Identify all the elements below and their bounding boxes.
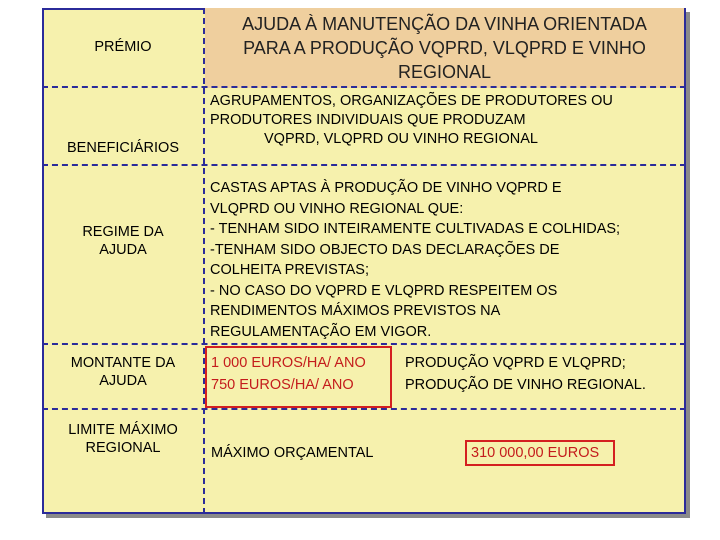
label-line: REGIONAL: [85, 440, 161, 456]
limite-text: MÁXIMO ORÇAMENTAL: [211, 445, 374, 461]
text-line: COLHEITA PREVISTAS;: [210, 262, 370, 278]
label-line: REGIME DA: [82, 224, 164, 240]
regime-label: [48, 223, 198, 259]
text-line: REGULAMENTAÇÃO EM VIGOR.: [210, 323, 432, 340]
title-line: AJUDA À MANUTENÇÃO DA VINHA ORIENTADA: [242, 14, 647, 34]
value-line: 750 EUROS/HA/ ANO: [211, 377, 354, 393]
text-line: PRODUTORES INDIVIDUAIS QUE PRODUZAM: [210, 112, 526, 128]
montante-values: [211, 352, 391, 396]
regime-text: [210, 178, 682, 342]
limite-value: 310 000,00 EUROS: [471, 445, 600, 461]
label-line: LIMITE MÁXIMO: [68, 422, 178, 438]
page-title: [205, 12, 684, 84]
text-line: - TENHAM SIDO INTEIRAMENTE CULTIVADAS E COLHIDAS;: [210, 221, 621, 237]
title-line: REGIONAL: [397, 62, 492, 82]
label-line: AJUDA: [99, 373, 147, 389]
limite-label: [48, 421, 198, 457]
text-line: -TENHAM SIDO OBJECTO DAS DECLARAÇÕES DE: [210, 241, 560, 258]
value-line: 1 000 EUROS/HA/ ANO: [211, 355, 366, 371]
montante-description: [405, 352, 685, 396]
text-line: AGRUPAMENTOS, ORGANIZAÇÕES DE PRODUTORES OU: [210, 93, 613, 109]
label-line: MONTANTE DA: [70, 355, 176, 371]
montante-label: [48, 354, 198, 390]
row-divider: [42, 164, 686, 166]
text-line: RENDIMENTOS MÁXIMOS PREVISTOS NA: [210, 303, 501, 319]
row-divider: [42, 408, 686, 410]
beneficiarios-label: BENEFICIÁRIOS: [67, 140, 179, 156]
row-divider: [42, 343, 686, 345]
desc-line: PRODUÇÃO VQPRD E VLQPRD;: [405, 355, 626, 371]
text-line: VLQPRD OU VINHO REGIONAL QUE:: [210, 200, 464, 217]
desc-line: PRODUÇÃO DE VINHO REGIONAL.: [405, 377, 646, 393]
text-line: CASTAS APTAS À PRODUÇÃO DE VINHO VQPRD E: [210, 180, 562, 196]
title-line: PARA A PRODUÇÃO VQPRD, VLQPRD E VINHO: [243, 38, 646, 58]
premio-label: PRÉMIO: [94, 39, 152, 55]
text-line: VQPRD, VLQPRD OU VINHO REGIONAL: [264, 131, 538, 147]
beneficiarios-text: [210, 92, 680, 149]
label-line: AJUDA: [99, 242, 147, 258]
text-line: - NO CASO DO VQPRD E VLQPRD RESPEITEM OS: [210, 282, 558, 299]
row-divider: [42, 86, 686, 88]
